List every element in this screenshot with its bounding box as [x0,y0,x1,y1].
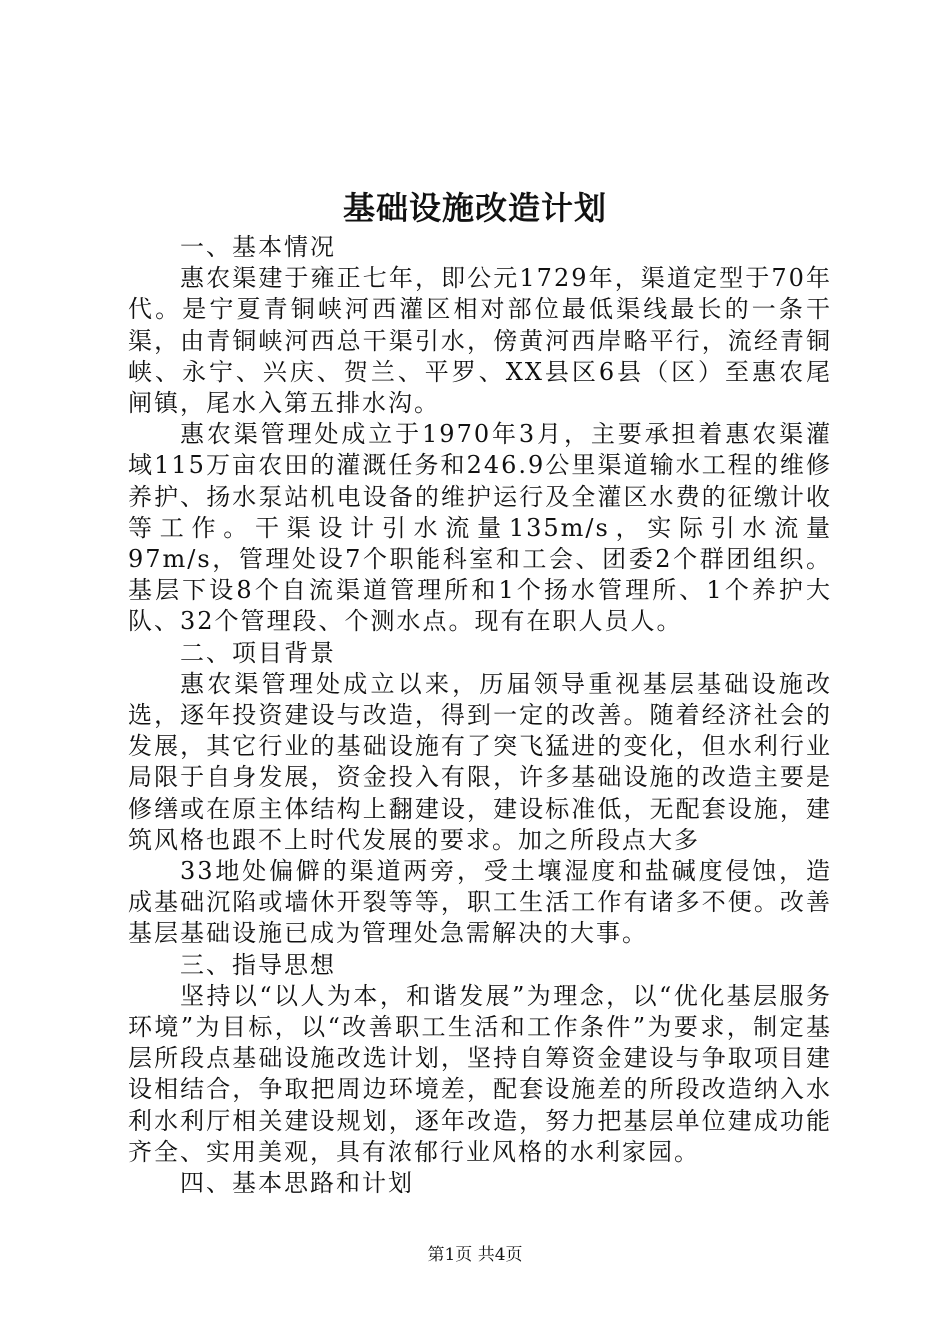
paragraph-guiding-ideas: 坚持以“以人为本，和谐发展”为理念，以“优化基层服务环境”为目标，以“改善职工生活和工作条件”为要求，制定基层所段点基础设施改选计划，坚持自筹资金建设与争取项目建设相结合，争取把周边环境差，配套设施差的所段改造纳入水利水利厅相关建设规划，逐年改造，努力把基层单位建成功能齐全、实用美观，具有浓郁行业风格的水利家园。 [128,981,832,1166]
section-heading-basic-info: 一、基本情况 [180,233,336,261]
document-body [128,232,832,1199]
document-title: 基础设施改造计划 [342,189,607,227]
paragraph-background: 惠农渠管理处成立以来，历届领导重视基层基础设施改选，逐年投资建设与改造，得到一定的改善。随着经济社会的发展，其它行业的基础设施有了突飞猛进的变化，但水利行业局限于自身发展，资金投入有限，许多基础设施的改造主要是修缮或在原主体结构上翻建设，建设标准低，无配套设施，建筑风格也跟不上时代发展的要求。加之所段点大多 [128,669,832,854]
section-heading-background: 二、项目背景 [180,638,336,667]
paragraph-canal-history: 惠农渠建于雍正七年，即公元1729年，渠道定型于70年代。是宁夏青铜峡河西灌区相对部位最低渠线最长的一条干渠，由青铜峡河西总干渠引水，傍黄河西岸略平行，流经青铜峡、永宁、兴庆、贺兰、平罗、XX县区6县（区）至惠农尾闸镇，尾水入第五排水沟。 [128,264,832,418]
section-heading-plan: 四、基本思路和计划 [180,1169,414,1198]
paragraph-background-continued: 33地处偏僻的渠道两旁，受土壤湿度和盐碱度侵蚀，造成基础沉陷或墙休开裂等等，职工生活工作有诸多不便。改善基层基础设施已成为管理处急需解决的大事。 [128,857,832,948]
paragraph-management-office: 惠农渠管理处成立于1970年3月，主要承担着惠农渠灌域115万亩农田的灌溉任务和246.9公里渠道输水工程的维修养护、扬水泵站机电设备的维护运行及全灌区水费的征缴计收等工作。干渠设计引水流量135m/s，实际引水流量97m/s，管理处设7个职能科室和工会、团委2个群团组织。基层下设8个自流渠道管理所和1个扬水管理所、1个养护大队、32个管理段、个测水点。现有在职人员人。 [128,420,832,636]
page-number-footer: 第1页 共4页 [427,1245,523,1265]
section-heading-guiding-ideas: 三、指导思想 [180,950,336,979]
